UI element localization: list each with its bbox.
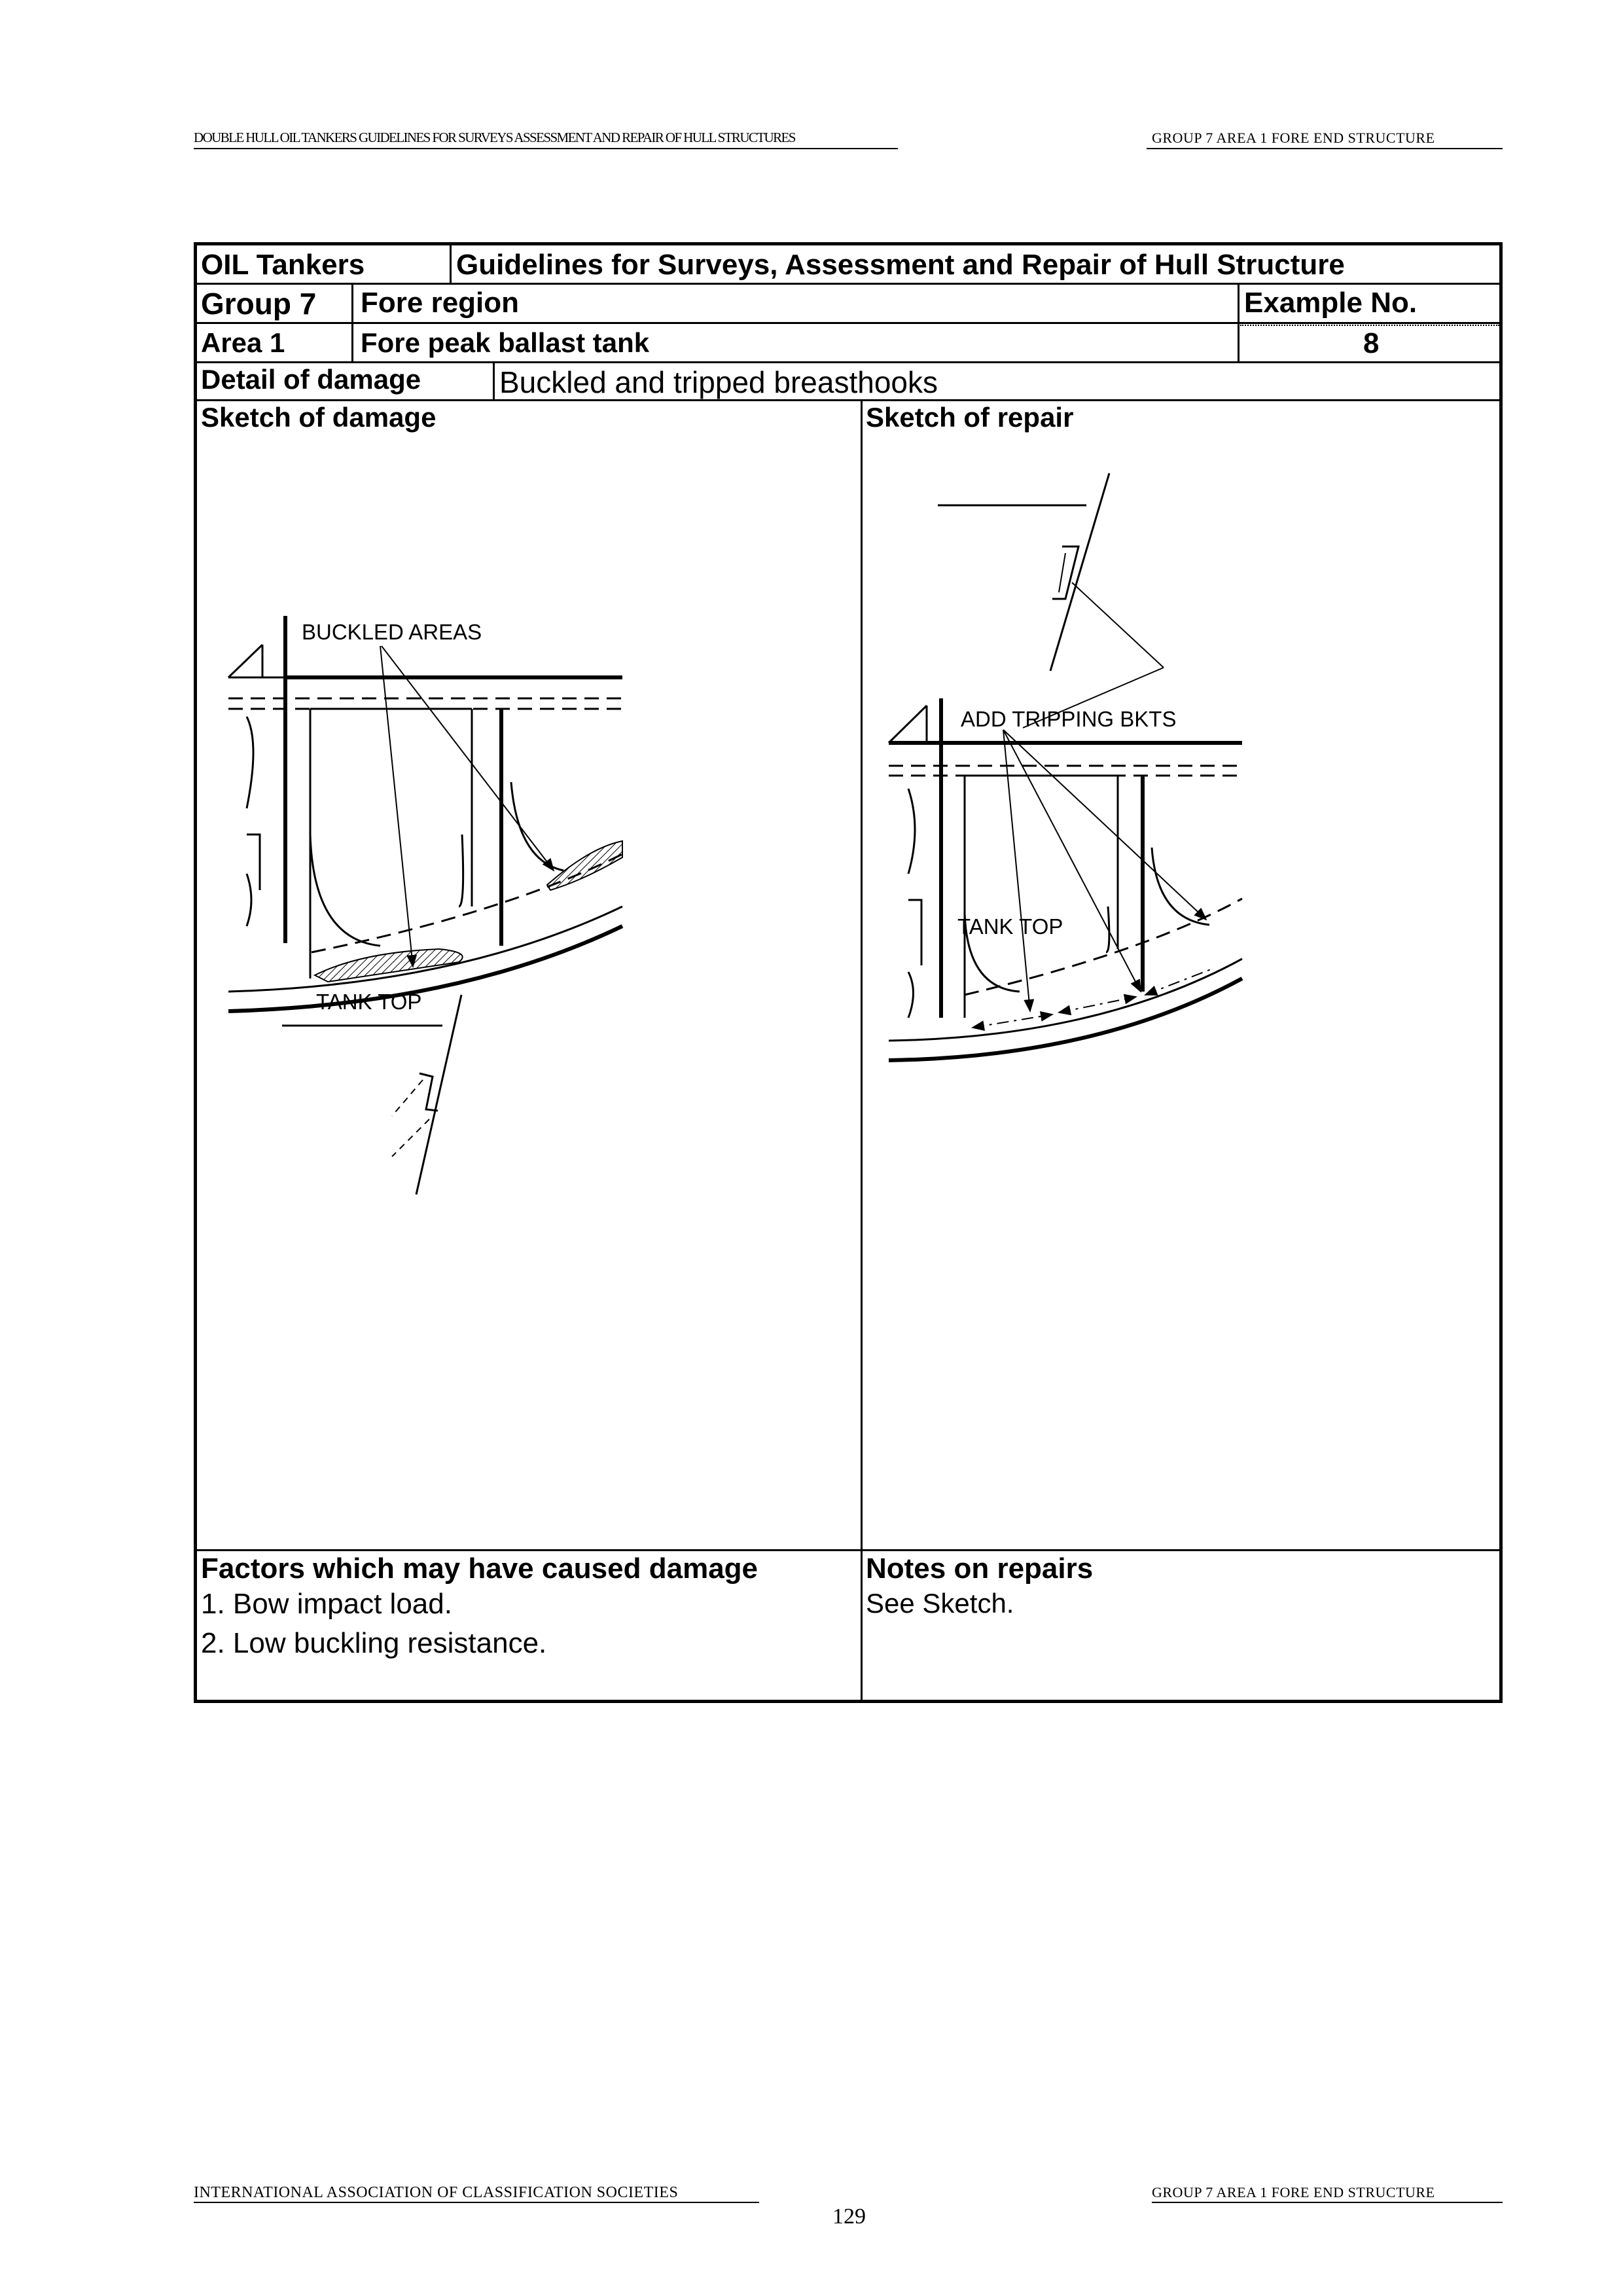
example-label: Example No. (1244, 287, 1418, 319)
type-label: OIL Tankers (201, 249, 365, 281)
col-rule-title (450, 245, 452, 283)
row-rule-3 (197, 361, 1499, 363)
example-number: 8 (1363, 327, 1380, 359)
page-number: 129 (832, 2204, 866, 2229)
damage-sketch (197, 403, 858, 1545)
example-dotted-rule (1240, 325, 1499, 326)
notes-value: See Sketch. (866, 1588, 1014, 1619)
repair-sketch (863, 403, 1499, 1545)
group-value: Fore region (361, 287, 520, 319)
group-label: Group 7 (201, 287, 317, 321)
running-header-left: DOUBLE HULL OIL TANKERS GUIDELINES FOR SURVEYS ASSESSMENT AND REPAIR OF HULL STRUCTURES (194, 130, 795, 145)
damage-form (194, 242, 1503, 1703)
header-rule (194, 148, 1503, 149)
factors-label: Factors which may have caused damage (201, 1552, 758, 1585)
header-rule-gap (898, 145, 1147, 151)
notes-label: Notes on repairs (866, 1552, 1094, 1585)
col-rule-example (1238, 283, 1240, 361)
footer-left: INTERNATIONAL ASSOCIATION OF CLASSIFICATION SOCIETIES (194, 2184, 679, 2201)
damage-tank-top-label: TANK TOP (316, 990, 422, 1014)
factor-item-1: 1. Bow impact load. (201, 1588, 452, 1620)
sketch-damage-label: Sketch of damage (201, 402, 437, 433)
running-header-right: GROUP 7 AREA 1 FORE END STRUCTURE (1152, 130, 1435, 146)
repair-tripping-label: ADD TRIPPING BKTS (961, 707, 1177, 731)
col-rule-group (351, 283, 353, 361)
guideline-title: Guidelines for Surveys, Assessment and Repair of Hull Structure (456, 249, 1345, 281)
detail-label: Detail of damage (201, 364, 421, 395)
row-rule-2 (197, 322, 1499, 324)
factor-item-2: 2. Low buckling resistance. (201, 1627, 547, 1659)
sketch-repair-label: Sketch of repair (866, 402, 1074, 433)
footer-right: GROUP 7 AREA 1 FORE END STRUCTURE (1152, 2184, 1435, 2200)
col-rule-detail (493, 361, 495, 399)
area-label: Area 1 (201, 327, 285, 358)
row-rule-1 (197, 283, 1499, 285)
footer-rule-gap (759, 2199, 1152, 2204)
row-rule-5 (197, 1549, 1499, 1551)
damage-buckled-label: BUCKLED AREAS (302, 620, 482, 644)
detail-value: Buckled and tripped breasthooks (499, 365, 938, 399)
repair-tank-top-label: TANK TOP (957, 914, 1063, 939)
row-rule-4 (197, 399, 1499, 401)
area-value: Fore peak ballast tank (361, 327, 650, 358)
